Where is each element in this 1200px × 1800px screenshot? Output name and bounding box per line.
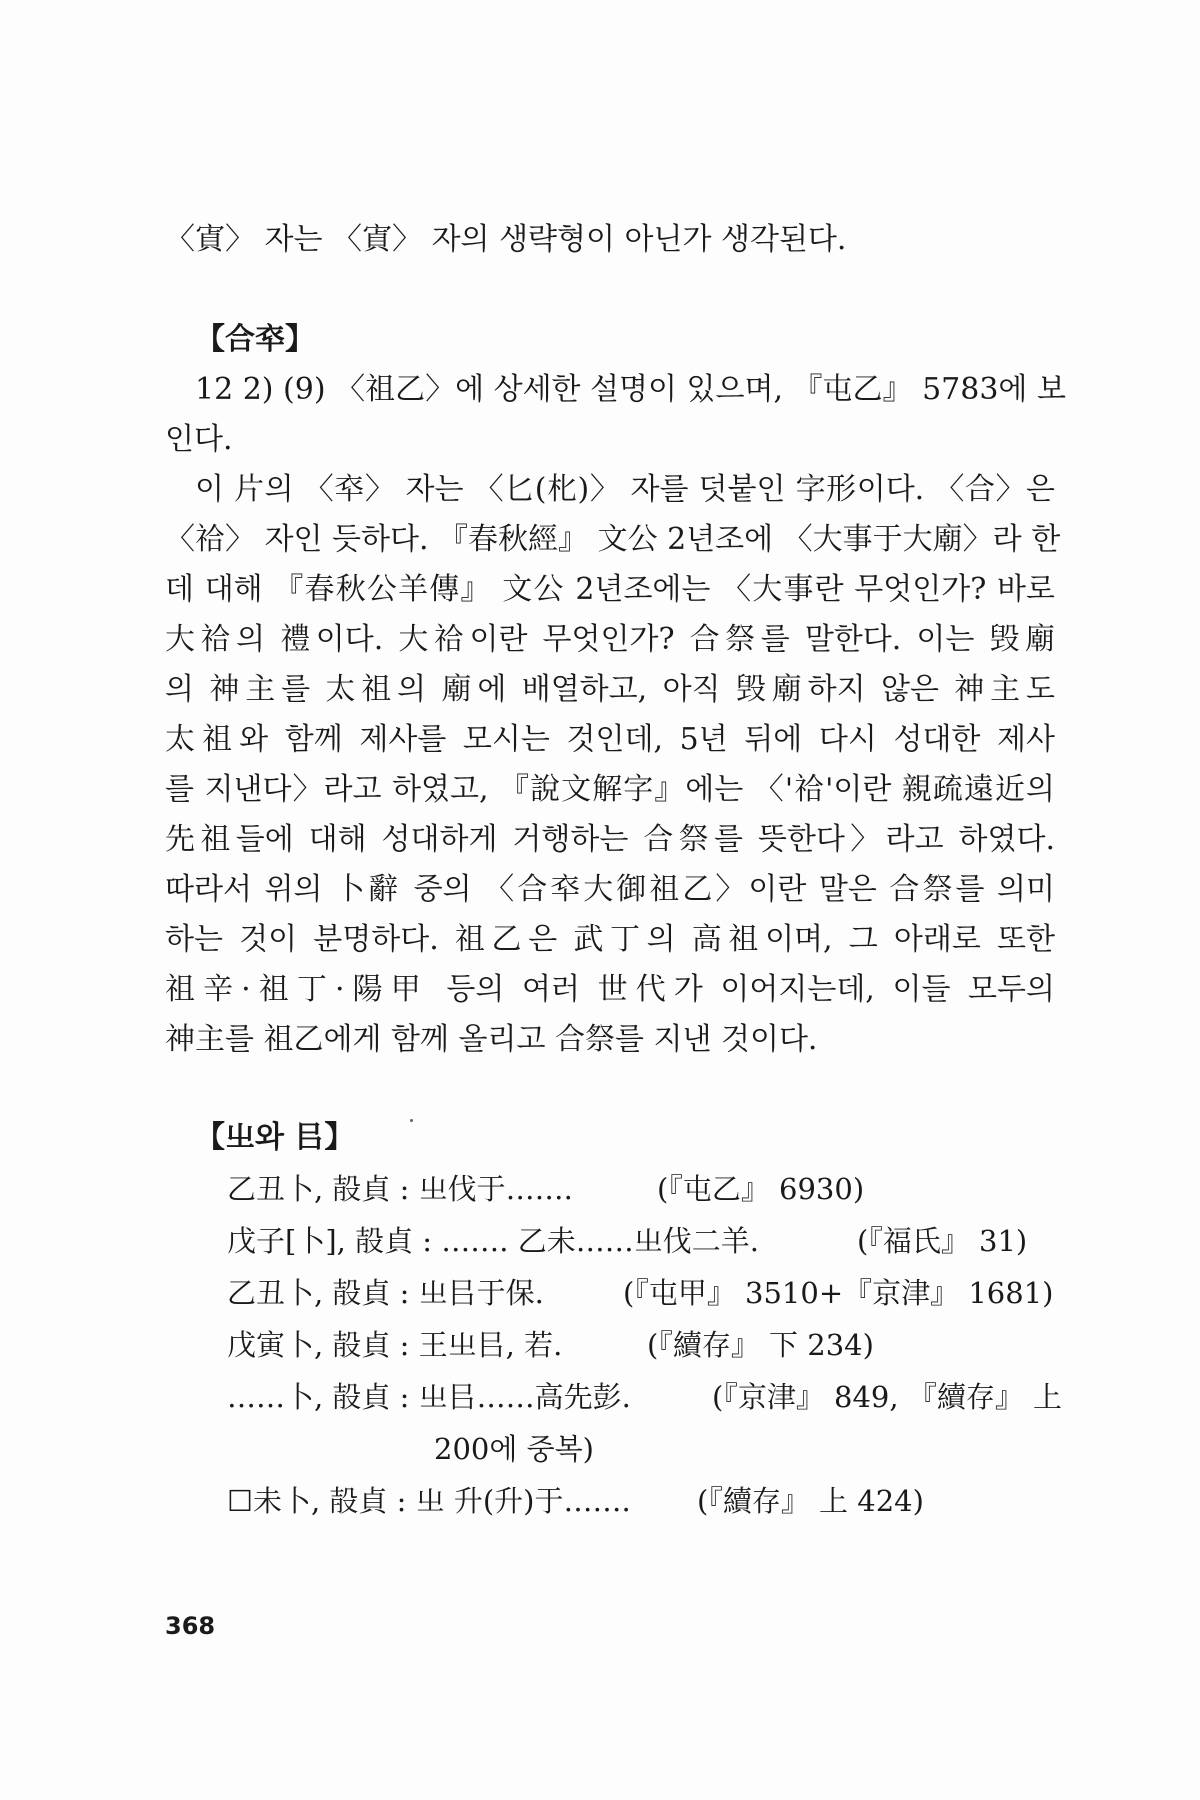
inscription-row bbox=[227, 1475, 1055, 1527]
body-line: 의 神主를 太祖의 廟에 배열하고, 아직 毁廟하지 않은 神主도 bbox=[165, 672, 1055, 707]
inscription-source: (『福氏』 31) bbox=[857, 1224, 1028, 1258]
inscription-row bbox=[227, 1319, 1055, 1371]
inscription-text: ☐未卜, 㱿貞 : 㞢 升(升)于……. bbox=[227, 1484, 631, 1518]
section-heading-yu-and-i: 【㞢와 㠯】 bbox=[195, 1120, 355, 1155]
inscription-source: (『屯乙』 6930) bbox=[657, 1172, 865, 1206]
inscription-list bbox=[227, 1163, 1063, 1527]
section-heading-hapjo: 【合䘚】 bbox=[195, 322, 315, 357]
inscription-text: 200에 중복) bbox=[434, 1432, 594, 1466]
page-body bbox=[165, 215, 1066, 1527]
inscription-source: (『續存』 下 234) bbox=[647, 1328, 874, 1362]
body-line: 인다. bbox=[165, 422, 233, 457]
body-line: 祖辛·祖丁·陽甲 등의 여러 世代가 이어지는데, 이들 모두의 bbox=[165, 972, 1055, 1007]
body-line: 를 지낸다〉라고 하였고, 『說文解字』에는 〈'祫'이란 親疏遠近의 bbox=[165, 772, 1055, 807]
inscription-row bbox=[227, 1163, 1055, 1215]
inscription-source: (『續存』 上 424) bbox=[697, 1484, 924, 1518]
inscription-row bbox=[227, 1215, 1055, 1267]
inscription-text: ……卜, 㱿貞 : 㞢㠯……高先彭. bbox=[227, 1380, 631, 1414]
body-line: 先祖들에 대해 성대하게 거행하는 合祭를 뜻한다〉라고 하였다. bbox=[165, 822, 1055, 857]
inscription-row bbox=[227, 1267, 1055, 1319]
inscription-text: 乙丑卜, 㱿貞 : 㞢㠯于保. bbox=[227, 1276, 544, 1310]
inscription-row bbox=[227, 1371, 1063, 1423]
body-line: 하는 것이 분명하다. 祖乙은 武丁의 高祖이며, 그 아래로 또한 bbox=[165, 922, 1055, 957]
body-line: 이 片의 〈䘚〉 자는 〈匕(朼)〉 자를 덧붙인 字形이다. 〈合〉은 bbox=[195, 472, 1055, 507]
body-line: 大祫의 禮이다. 大祫이란 무엇인가? 合祭를 말한다. 이는 毁廟 bbox=[165, 622, 1055, 657]
body-line: 데 대해 『春秋公羊傳』 文公 2년조에는 〈大事란 무엇인가? 바로 bbox=[165, 572, 1055, 607]
inscription-text: 乙丑卜, 㱿貞 : 㞢伐于……. bbox=[227, 1172, 573, 1206]
body-line: 12 2) (9) 〈祖乙〉에 상세한 설명이 있으며, 『屯乙』 5783에 보 bbox=[195, 372, 1066, 407]
inscription-source: (『屯甲』 3510+『京津』 1681) bbox=[623, 1276, 1054, 1310]
inscription-text: 戊子[卜], 㱿貞 : ……. 乙未……㞢伐二羊. bbox=[227, 1224, 759, 1258]
stray-dot bbox=[410, 1119, 413, 1122]
body-line: 太祖와 함께 제사를 모시는 것인데, 5년 뒤에 다시 성대한 제사 bbox=[165, 722, 1055, 757]
body-line: 〈祫〉 자인 듯하다. 『春秋經』 文公 2년조에 〈大事于大廟〉라 한 bbox=[165, 522, 1061, 557]
body-line: 神主를 祖乙에게 함께 올리고 合祭를 지낸 것이다. bbox=[165, 1022, 818, 1057]
opening-line: 〈寊〉 자는 〈寊〉 자의 생략형이 아닌가 생각된다. bbox=[165, 222, 847, 257]
inscription-source: (『京津』 849, 『續存』 上 bbox=[712, 1380, 1063, 1414]
inscription-row-continued bbox=[227, 1423, 1055, 1475]
body-line: 따라서 위의 卜辭 중의 〈合䘚大御祖乙〉이란 말은 合祭를 의미 bbox=[165, 872, 1055, 907]
inscription-text: 戊寅卜, 㱿貞 : 王㞢㠯, 若. bbox=[227, 1328, 563, 1362]
page-number: 368 bbox=[165, 1612, 216, 1640]
